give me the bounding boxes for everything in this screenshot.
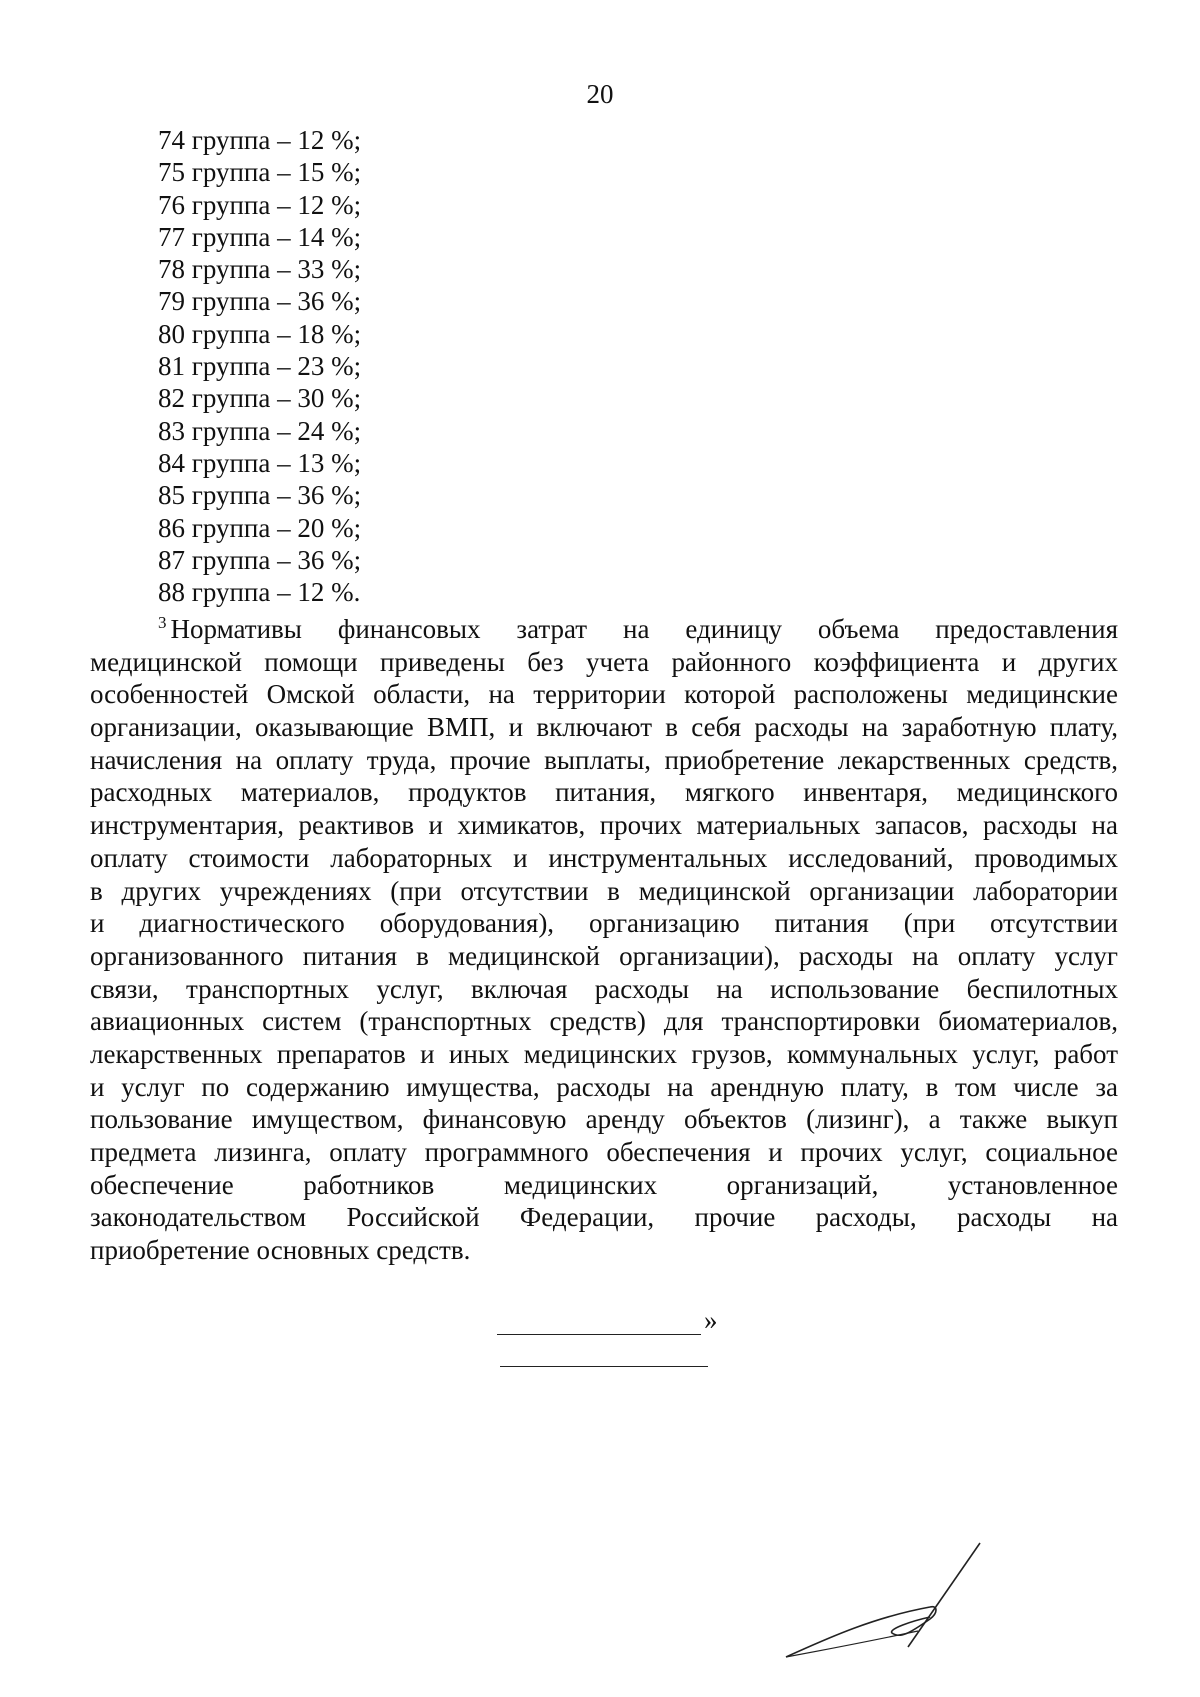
footnote-line: приобретение основных средств. bbox=[90, 1235, 471, 1266]
footnote-line: организации, оказывающие ВМП, и включают в себя расходы на заработную плату, bbox=[90, 712, 1118, 743]
footnote-paragraph bbox=[90, 613, 1118, 1267]
footnote-line: в других учреждениях (при отсутствии в медицинской организации лаборатории bbox=[90, 875, 1118, 906]
list-item: 80 группа – 18 %; bbox=[158, 318, 362, 349]
list-item: 82 группа – 30 %; bbox=[158, 383, 362, 414]
list-item: 87 группа – 36 %; bbox=[158, 544, 362, 575]
list-item: 83 группа – 24 %; bbox=[158, 415, 362, 446]
footnote-line: обеспечение работников медицинских организаций, установленное bbox=[90, 1169, 1118, 1200]
list-item: 75 группа – 15 %; bbox=[158, 157, 362, 188]
footnote-line: инструментария, реактивов и химикатов, прочих материальных запасов, расходы на bbox=[90, 810, 1118, 841]
footnote-line: оплату стоимости лабораторных и инструментальных исследований, проводимых bbox=[90, 842, 1118, 873]
footnote-line: законодательством Российской Федерации, прочие расходы, расходы на bbox=[90, 1202, 1118, 1233]
page-number: 20 bbox=[586, 79, 614, 109]
list-item: 76 группа – 12 %; bbox=[158, 189, 362, 220]
footnote-line: особенностей Омской области, на территории которой расположены медицинские bbox=[90, 679, 1118, 710]
closing-quote: » bbox=[704, 1305, 718, 1335]
footnote-line: и диагностического оборудования), организацию питания (при отсутствии bbox=[90, 908, 1118, 939]
list-item: 88 группа – 12 %. bbox=[158, 577, 361, 608]
list-item: 74 группа – 12 %; bbox=[158, 125, 362, 155]
footnote-line: и услуг по содержанию имущества, расходы на арендную плату, в том числе за bbox=[90, 1071, 1118, 1102]
list-item: 85 группа – 36 %; bbox=[158, 480, 362, 511]
footnote-marker: 3 bbox=[158, 613, 167, 632]
footnote-line: начисления на оплату труда, прочие выплаты, приобретение лекарственных средств, bbox=[90, 744, 1118, 775]
footnote-line: лекарственных препаратов и иных медицинских грузов, коммунальных услуг, работ bbox=[90, 1038, 1118, 1069]
footnote-line: связи, транспортных услуг, включая расходы на использование беспилотных bbox=[90, 973, 1118, 1004]
footnote-line: организованного питания в медицинской организации), расходы на оплату услуг bbox=[90, 940, 1118, 971]
footnote-line-text: Нормативы финансовых затрат на единицу объема предоставления bbox=[170, 614, 1118, 644]
footnote-line: пользование имуществом, финансовую аренду объектов (лизинг), а также выкуп bbox=[90, 1104, 1118, 1135]
signature-mark bbox=[780, 1535, 1000, 1675]
list-item: 78 группа – 33 %; bbox=[158, 254, 362, 285]
footnote-line: авиационных систем (транспортных средств) для транспортировки биоматериалов, bbox=[90, 1006, 1118, 1037]
list-item: 77 группа – 14 %; bbox=[158, 221, 362, 252]
list-item: 84 группа – 13 %; bbox=[158, 447, 362, 478]
end-rule bbox=[500, 1366, 708, 1367]
footnote-line: предмета лизинга, оплату программного обеспечения и прочих услуг, социальное bbox=[90, 1137, 1118, 1167]
closing-mark bbox=[497, 1305, 737, 1365]
list-item: 81 группа – 23 %; bbox=[158, 351, 362, 382]
closing-rule bbox=[497, 1334, 701, 1335]
group-percentage-list bbox=[158, 124, 361, 608]
footnote-line: медицинской помощи приведены без учета районного коэффициента и других bbox=[90, 646, 1118, 677]
list-item: 86 группа – 20 %; bbox=[158, 512, 362, 543]
footnote-line: расходных материалов, продуктов питания, мягкого инвентаря, медицинского bbox=[90, 777, 1118, 808]
list-item: 79 группа – 36 %; bbox=[158, 286, 362, 317]
footnote-line bbox=[90, 613, 1118, 646]
